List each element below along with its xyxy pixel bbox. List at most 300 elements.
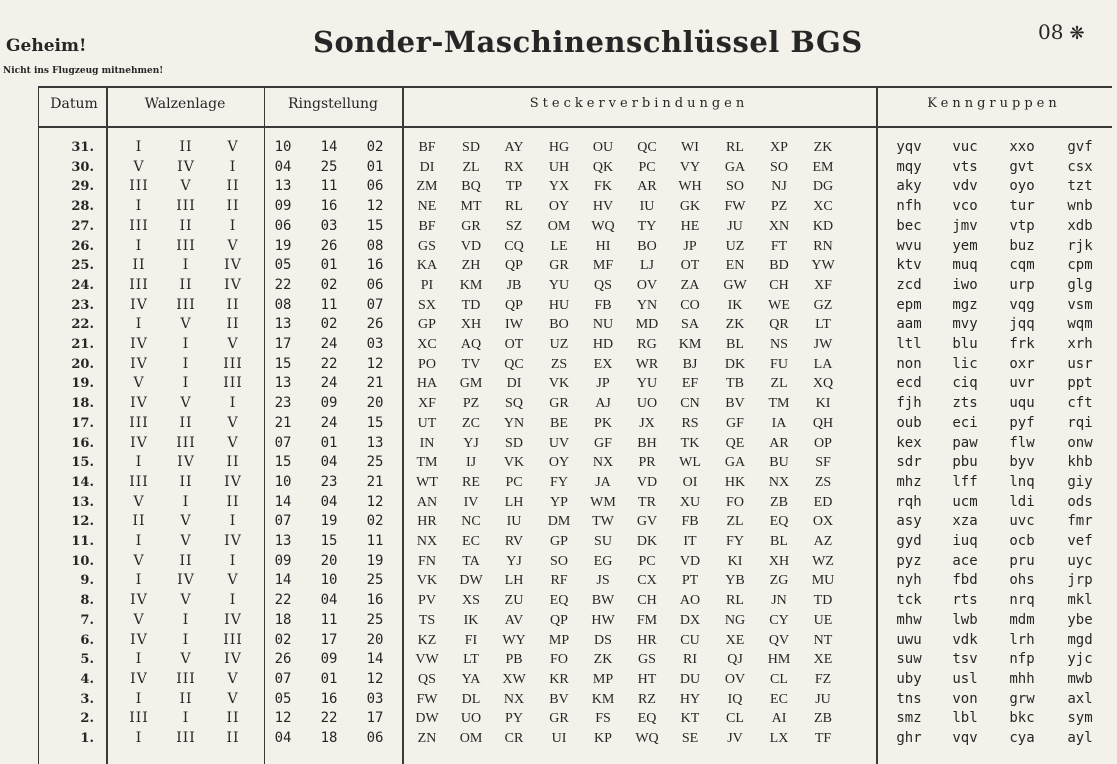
datum-cell: 13. [71,494,94,510]
stecker-pair-cell: DL [461,691,481,707]
kenngruppe-cell: fjh [896,395,922,412]
stecker-pair-cell: YU [548,277,570,293]
ringstellung-cell: 12 [366,670,384,687]
walzenlage-cell: IV [177,572,195,589]
ringstellung-cell: 03 [366,336,384,352]
ringstellung-cell: 13 [274,316,292,333]
ringstellung-cell: 04 [320,454,338,471]
stecker-pair-cell: KD [812,218,834,234]
stecker-pair-cell: EQ [637,711,657,727]
walzenlage-cell: III [176,434,196,451]
walzenlage-cell: IV [224,276,242,293]
kenngruppe-cell: nyh [896,572,922,589]
stecker-pair-cell: OX [812,514,834,530]
table-row [38,532,1112,552]
stecker-pair-cell: JS [596,573,610,589]
ringstellung-cell: 19 [320,513,338,530]
kenngruppe-cell: flw [1009,434,1035,451]
table-row [38,729,1112,749]
stecker-pair-cell: AZ [813,534,833,549]
stecker-pair-cell: ZL [726,514,744,530]
kenngruppe-cell: jmv [952,217,978,234]
stecker-pair-cell: KM [678,337,702,352]
stecker-pair-cell: OM [459,731,483,746]
stecker-pair-cell: OY [548,455,570,471]
stecker-pair-cell: WL [679,455,701,471]
stecker-pair-cell: YX [548,179,570,195]
table-row [38,473,1112,493]
datum-cell: 15. [71,455,94,471]
stecker-pair-cell: IQ [727,691,743,707]
stecker-pair-cell: NX [592,455,614,471]
ringstellung-cell: 19 [274,237,292,254]
ringstellung-cell: 07 [274,670,292,687]
stecker-pair-cell: AQ [460,337,482,352]
kenngruppe-cell: pru [1009,552,1035,569]
ringstellung-cell: 25 [366,611,384,628]
kenngruppe-cell: urp [1009,276,1035,293]
walzenlage-cell: IV [130,592,148,609]
walzenlage-cell: II [226,178,240,195]
stecker-pair-cell: YW [811,258,835,274]
walzenlage-cell: IV [224,611,242,628]
stecker-pair-cell: CN [680,396,700,412]
stecker-pair-cell: VY [679,159,701,175]
stecker-pair-cell: JU [727,218,743,234]
walzenlage-cell: I [229,158,237,175]
kenngruppe-cell: sdr [896,454,922,471]
kenngruppe-cell: cqm [1009,257,1035,274]
walzenlage-cell: V [227,336,239,352]
datum-cell: 29. [71,179,94,195]
table-row [38,296,1112,316]
stecker-pair-cell: RL [726,140,744,155]
walzenlage-cell: IV [130,670,148,687]
table-row [38,237,1112,257]
walzenlage-cell: I [135,139,143,155]
stecker-pair-cell: LH [504,494,524,510]
stecker-pair-cell: IW [505,317,523,333]
stecker-pair-cell: BW [591,593,615,609]
stecker-pair-cell: WI [681,140,699,155]
stecker-pair-cell: FS [595,711,611,727]
walzenlage-cell: IV [224,473,242,490]
ringstellung-cell: 01 [320,257,338,274]
kenngruppe-cell: onw [1067,434,1093,451]
ringstellung-cell: 14 [274,572,292,589]
stecker-pair-cell: XF [814,277,832,293]
ringstellung-cell: 16 [320,198,338,215]
walzenlage-cell: I [229,513,237,530]
stecker-pair-cell: FB [594,297,612,313]
stecker-pair-cell: FM [636,612,658,628]
ringstellung-cell: 14 [320,139,338,155]
ringstellung-cell: 12 [274,710,292,727]
kenngruppe-cell: nfp [1009,651,1035,668]
ringstellung-cell: 05 [274,257,292,274]
stecker-pair-cell: NG [724,612,746,628]
stecker-pair-cell: FO [726,494,744,510]
kenngruppe-cell: nfh [896,198,922,215]
ringstellung-cell: 04 [320,493,338,510]
stecker-pair-cell: SX [418,297,436,313]
kenngruppe-cell: ace [952,552,978,569]
stecker-pair-cell: ZB [814,711,832,727]
stecker-pair-cell: SE [681,731,699,746]
kenngruppe-cell: mhh [1009,670,1035,687]
kenngruppe-cell: kex [896,434,922,451]
table-row [38,709,1112,729]
ringstellung-cell: 10 [274,139,292,155]
stecker-pair-cell: UI [551,731,567,746]
stecker-pair-cell: UZ [725,238,745,254]
kenngruppe-cell: tsv [952,651,978,668]
walzenlage-cell: V [180,592,192,609]
stecker-pair-cell: GF [726,415,744,431]
kenngruppe-cell: mqy [896,158,922,175]
stecker-pair-cell: SU [594,534,612,549]
walzenlage-cell: IV [224,533,242,549]
stecker-pair-cell: RI [683,652,697,668]
walzenlage-cell: I [182,631,190,648]
stecker-pair-cell: MT [460,199,482,215]
datum-cell: 6. [80,632,94,648]
stecker-pair-cell: JP [683,238,697,254]
stecker-pair-cell: TS [418,612,436,628]
stecker-pair-cell: SD [505,435,523,451]
datum-cell: 28. [71,199,94,215]
stecker-pair-cell: YJ [463,435,479,451]
walzenlage-cell: II [179,414,193,431]
kenngruppe-cell: gyd [896,533,922,549]
stecker-pair-cell: GR [461,218,481,234]
walzenlage-cell: V [180,533,192,549]
stecker-pair-cell: IJ [465,455,477,471]
stecker-pair-cell: UE [813,612,833,628]
kenngruppe-cell: giy [1067,473,1093,490]
stecker-pair-cell: PY [505,711,523,727]
walzenlage-cell: II [132,257,146,274]
walzenlage-cell: I [135,690,143,707]
stecker-pair-cell: UZ [549,337,569,352]
kenngruppe-cell: gvt [1009,158,1035,175]
stecker-pair-cell: NE [417,199,437,215]
stecker-pair-cell: WT [416,474,438,490]
stecker-pair-cell: EM [812,159,834,175]
ringstellung-cell: 06 [274,217,292,234]
kenngruppe-cell: pyz [896,552,922,569]
stecker-pair-cell: BO [549,317,569,333]
kenngruppe-cell: aam [896,316,922,333]
stecker-pair-cell: BJ [682,356,698,372]
ringstellung-cell: 22 [274,592,292,609]
stecker-pair-cell: PC [638,553,656,569]
ringstellung-cell: 12 [366,355,384,372]
ringstellung-cell: 24 [320,414,338,431]
ringstellung-cell: 03 [320,217,338,234]
stecker-pair-cell: AY [504,140,524,155]
ringstellung-cell: 07 [274,513,292,530]
walzenlage-cell: I [135,198,143,215]
datum-cell: 17. [71,415,94,431]
ringstellung-cell: 14 [366,651,384,668]
stecker-pair-cell: XS [462,593,480,609]
ringstellung-cell: 02 [320,276,338,293]
stecker-pair-cell: NX [768,474,790,490]
stecker-pair-cell: GK [679,199,701,215]
stecker-pair-cell: TB [726,376,744,392]
stecker-pair-cell: BO [637,238,657,254]
stecker-pair-cell: ZS [814,474,832,490]
ringstellung-cell: 09 [320,651,338,668]
kenngruppe-cell: mkl [1067,592,1093,609]
stecker-pair-cell: ZK [593,652,613,668]
ringstellung-cell: 16 [366,257,384,274]
datum-cell: 24. [71,277,94,293]
table-row [38,158,1112,178]
table-row [38,552,1112,572]
ringstellung-cell: 07 [366,296,384,313]
walzenlage-cell: IV [130,355,148,372]
walzenlage-cell: I [229,592,237,609]
datum-cell: 25. [71,258,94,274]
table-row [38,138,1112,158]
kenngruppe-cell: pbu [952,454,978,471]
ringstellung-cell: 15 [320,533,338,549]
stecker-pair-cell: YN [636,297,658,313]
stecker-pair-cell: HW [591,612,615,628]
stecker-pair-cell: BD [769,258,789,274]
stecker-pair-cell: ZA [680,277,700,293]
stecker-pair-cell: BU [769,455,789,471]
stecker-pair-cell: MD [635,317,659,333]
stecker-pair-cell: WQ [591,218,615,234]
walzenlage-cell: I [229,217,237,234]
table-row [38,276,1112,296]
stecker-pair-cell: ZB [770,494,788,510]
table-row [38,315,1112,335]
stecker-pair-cell: FW [416,691,438,707]
walzenlage-cell: III [176,237,196,254]
ringstellung-cell: 02 [366,139,384,155]
stecker-pair-cell: DU [679,671,701,687]
stecker-pair-cell: OM [547,218,571,234]
walzenlage-cell: III [129,276,149,293]
ringstellung-cell: 19 [366,552,384,569]
ringstellung-cell: 11 [320,611,338,628]
ringstellung-cell: 15 [366,217,384,234]
stecker-pair-cell: FT [770,238,788,254]
stecker-pair-cell: TF [814,731,832,746]
walzenlage-cell: I [182,611,190,628]
datum-cell: 10. [71,553,94,569]
kenngruppe-cell: grw [1009,690,1035,707]
stecker-pair-cell: TM [416,455,438,471]
table-row [38,690,1112,710]
page-title: Sonder-Maschinenschlüssel BGS [313,25,863,59]
stecker-pair-cell: SF [815,455,831,471]
stecker-pair-cell: GM [459,376,483,392]
walzenlage-cell: II [179,552,193,569]
table-row [38,434,1112,454]
ringstellung-cell: 15 [366,414,384,431]
ringstellung-cell: 22 [320,355,338,372]
ringstellung-cell: 13 [274,375,292,392]
ringstellung-cell: 01 [320,434,338,451]
walzenlage-cell: II [179,690,193,707]
datum-cell: 9. [80,573,94,589]
stecker-pair-cell: NS [770,337,788,352]
kenngruppe-cell: uby [896,670,922,687]
stecker-pair-cell: TW [592,514,614,530]
stecker-pair-cell: XW [502,671,526,687]
stecker-pair-cell: IK [463,612,479,628]
kenngruppe-cell: muq [952,257,978,274]
stecker-pair-cell: AR [637,179,657,195]
ringstellung-cell: 04 [320,592,338,609]
stecker-pair-cell: TM [768,396,790,412]
ringstellung-cell: 13 [274,533,292,549]
stecker-pair-cell: BE [550,415,568,431]
stecker-pair-cell: PV [418,593,436,609]
stecker-pair-cell: TK [680,435,700,451]
walzenlage-cell: I [182,257,190,274]
stecker-pair-cell: AO [679,593,701,609]
kenngruppe-cell: pyf [1009,414,1035,431]
stecker-pair-cell: BF [418,218,436,234]
stecker-pair-cell: QR [769,317,789,333]
ringstellung-cell: 23 [320,473,338,490]
stecker-pair-cell: PZ [462,396,480,412]
stecker-pair-cell: ZK [725,317,745,333]
kenngruppe-cell: tur [1009,198,1035,215]
stecker-pair-cell: TV [461,356,481,372]
kenngruppe-cell: vsm [1067,296,1093,313]
stecker-pair-cell: ZM [416,179,438,195]
kenngruppe-cell: oxr [1009,355,1035,372]
ringstellung-cell: 18 [274,611,292,628]
stecker-pair-cell: TY [637,218,657,234]
stecker-pair-cell: GR [549,711,569,727]
datum-cell: 11. [71,534,94,549]
stecker-pair-cell: QK [592,159,614,175]
kenngruppe-cell: jrp [1067,572,1093,589]
ringstellung-cell: 11 [320,178,338,195]
table-row [38,631,1112,651]
datum-cell: 16. [71,435,94,451]
kenngruppe-cell: ciq [952,375,978,392]
flight-warning-note: Nicht ins Flugzeug mitnehmen! [3,66,164,76]
kenngruppe-cell: ghr [896,730,922,746]
kenngruppe-cell: lwb [952,611,978,628]
stecker-pair-cell: EQ [769,514,789,530]
kenngruppe-cell: ktv [896,257,922,274]
kenngruppe-cell: fmr [1067,513,1093,530]
walzenlage-cell: IV [177,158,195,175]
stecker-pair-cell: FW [724,199,746,215]
stecker-pair-cell: RZ [638,691,656,707]
ringstellung-cell: 26 [366,316,384,333]
walzenlage-cell: III [223,631,243,648]
stecker-pair-cell: DK [636,534,658,549]
stecker-pair-cell: KZ [417,632,437,648]
stecker-pair-cell: JV [727,731,743,746]
stecker-pair-cell: RL [505,199,523,215]
stecker-pair-cell: UO [460,711,482,727]
walzenlage-cell: V [180,178,192,195]
stecker-pair-cell: JP [596,376,610,392]
stecker-pair-cell: PR [638,455,656,471]
kenngruppe-cell: jqq [1009,316,1035,333]
walzenlage-cell: II [179,473,193,490]
datum-cell: 12. [71,514,94,530]
walzenlage-cell: V [180,395,192,412]
kenngruppe-cell: vqg [1009,296,1035,313]
walzenlage-cell: II [226,316,240,333]
stecker-pair-cell: LH [504,573,524,589]
stecker-pair-cell: ZL [462,159,480,175]
kenngruppe-cell: mgz [952,296,978,313]
stecker-pair-cell: DW [415,711,439,727]
stecker-pair-cell: EQ [549,593,569,609]
ringstellung-cell: 20 [366,395,384,412]
datum-cell: 3. [80,691,94,707]
stecker-pair-cell: YJ [506,553,522,569]
stecker-pair-cell: CY [769,612,789,628]
stecker-pair-cell: TA [462,553,480,569]
table-row [38,611,1112,631]
stecker-pair-cell: GA [724,455,746,471]
walzenlage-cell: III [223,375,243,392]
stecker-pair-cell: LJ [640,258,654,274]
stecker-pair-cell: JU [815,691,831,707]
stecker-pair-cell: GP [418,317,436,333]
kenngruppe-cell: vef [1067,533,1093,549]
stecker-pair-cell: GW [723,277,747,293]
stecker-pair-cell: SD [462,140,480,155]
stecker-pair-cell: UO [636,396,658,412]
stecker-pair-cell: TD [461,297,481,313]
walzenlage-cell: V [227,690,239,707]
stecker-pair-cell: KI [815,396,831,412]
kenngruppe-cell: lrh [1009,631,1035,648]
stecker-pair-cell: GS [418,238,436,254]
kenngruppe-cell: mwb [1067,670,1093,687]
kenngruppe-cell: ucm [952,493,978,510]
kenngruppe-cell: aky [896,178,922,195]
kenngruppe-cell: xrh [1067,336,1093,352]
stecker-pair-cell: AR [769,435,789,451]
walzenlage-cell: III [129,217,149,234]
walzenlage-cell: V [227,670,239,687]
kenngruppe-cell: usl [952,670,978,687]
stecker-pair-cell: MF [592,258,614,274]
kenngruppe-cell: uvc [1009,513,1035,530]
column-header-steckerverbindungen: Steckerverbindungen [529,96,749,111]
kenngruppe-cell: ayl [1067,730,1093,746]
ringstellung-cell: 04 [274,158,292,175]
kenngruppe-cell: csx [1067,158,1093,175]
table-row [38,493,1112,513]
table-row [38,414,1112,434]
kenngruppe-cell: uyc [1067,552,1093,569]
stecker-pair-cell: PC [505,474,523,490]
stecker-pair-cell: MP [548,632,570,648]
kenngruppe-cell: ods [1067,493,1093,510]
datum-cell: 14. [71,474,94,490]
datum-cell: 30. [71,159,94,175]
stecker-pair-cell: SZ [505,218,523,234]
